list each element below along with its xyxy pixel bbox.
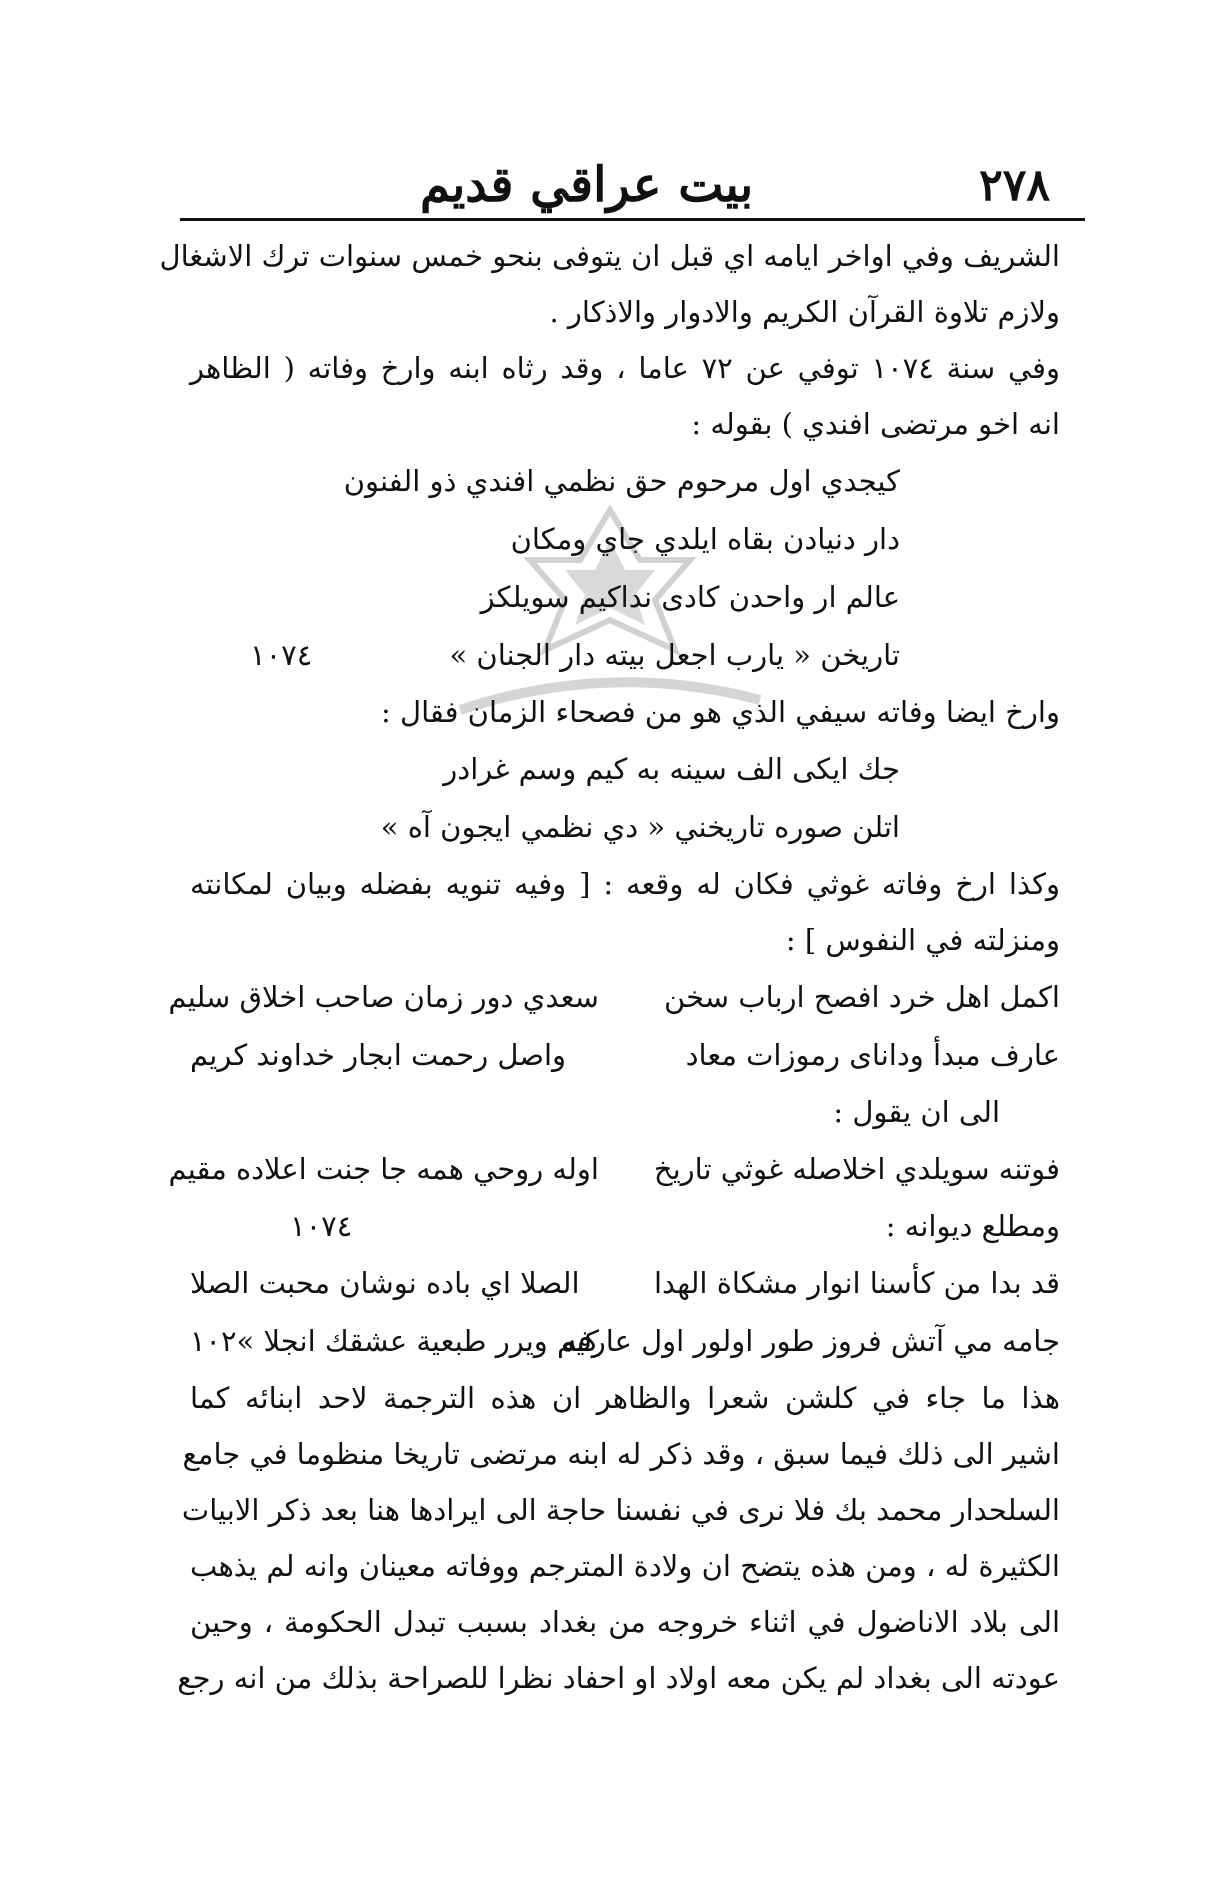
header-rule [180,218,1085,221]
page-number: ٢٧٨ [979,159,1050,211]
couplet [190,1312,1060,1370]
page-body [159,228,1060,1706]
text-line: ولازم تلاوة القرآن الكريم والادوار والاذكار . [549,295,1060,329]
page-header [190,150,1050,220]
couplet [168,1140,1060,1198]
text-line: انه اخو مرتضى افندي ) بقوله : [691,407,1060,441]
subheading: الى ان يقول : [833,1095,1000,1129]
text-line: اشير الى ذلك فيما سبق ، وقد ذكر له ابنه مرتضى تاريخا منظوما في جامع [182,1437,1060,1471]
verse-line: كيجدي اول مرحوم حق نظمي افندي ذو الفنون [343,464,900,498]
hemistich: جامه مي آتش فروز طور اولور اول عارفه [562,1324,1060,1358]
hemistich: اوله روحي همه جا جنت اعلاده مقيم [168,1152,599,1186]
hemistich: اكمل اهل خرد افصح ارباب سخن [664,980,1060,1014]
hemistich: فوتنه سويلدي اخلاصله غوثي تاريخ [653,1152,1060,1186]
hemistich: واصل رحمت ابجار خداوند كريم [190,1038,567,1072]
verse-line: جك ايكى الف سينه به كيم وسم غرادر [443,752,900,786]
running-title: بيت عراقي قديم [420,157,754,213]
hemistich: الصلا اي باده نوشان محبت الصلا [190,1266,580,1300]
hemistich: كيم ويرر طبعية عشقك انجلا »١٠٢ [189,1324,599,1358]
couplet [168,968,1060,1026]
verse-line: اتلن صوره تاريخني « دي نظمي ايجون آه » [380,810,900,844]
verse-line: عالم ار واحدن كادى نداكيم سويلكز [480,580,900,614]
text-line: هذا ما جاء في كلشن شعرا والظاهر ان هذه الترجمة لاحد ابنائه كما [190,1381,1060,1415]
text-line: الكثيرة له ، ومن هذه يتضح ان ولادة المترجم ووفاته معينان وانه لم يذهب [190,1549,1060,1583]
text-line: وارخ ايضا وفاته سيفي الذي هو من فصحاء الزمان فقال : [381,695,1060,729]
hemistich: قد بدا من كأسنا انوار مشكاة الهدا [653,1266,1060,1300]
text-line: وفي سنة ١٠٧٤ توفي عن ٧٢ عاما ، وقد رثاه ابنه وارخ وفاته ( الظاهر [190,351,1060,385]
text-line: الى بلاد الاناضول في اثناء خروجه من بغداد بسبب تبدل الحكومة ، وحين [190,1605,1060,1639]
text-line: وكذا ارخ وفاته غوثي فكان له وقعه : [ وفيه تنويه بفضله وبيان لمكانته [190,867,1060,901]
subheading: ومطلع ديوانه : ١٠٧٤ [190,1198,1060,1254]
text-line: الشريف وفي اواخر ايامه اي قبل ان يتوفى بنحو خمس سنوات ترك الاشغال [159,239,1060,273]
text-line: السلحدار محمد بك فلا نرى في نفسنا حاجة الى ايرادها هنا بعد ذكر الابيات [181,1493,1060,1527]
text-line: ومنزلته في النفوس ] : [785,923,1060,957]
date-marginal: ١٠٧٤ [290,1209,353,1243]
verse-line: دار دنيادن بقاه ايلدي جاي ومكان [510,522,900,556]
text-line: عودته الى بغداد لم يكن معه اولاد او احفاد نظرا للصراحة بذلك من انه رجع [177,1661,1060,1695]
hemistich: عارف مبدأ وداناى رموزات معاد [685,1038,1060,1072]
date-marginal: ١٠٧٤ [250,638,313,672]
hemistich: سعدي دور زمان صاحب اخلاق سليم [168,980,599,1014]
verse-line: تاريخن « يارب اجعل بيته دار الجنان » ١٠٧٤ [190,626,1060,684]
couplet [190,1254,1060,1312]
couplet [190,1026,1060,1084]
